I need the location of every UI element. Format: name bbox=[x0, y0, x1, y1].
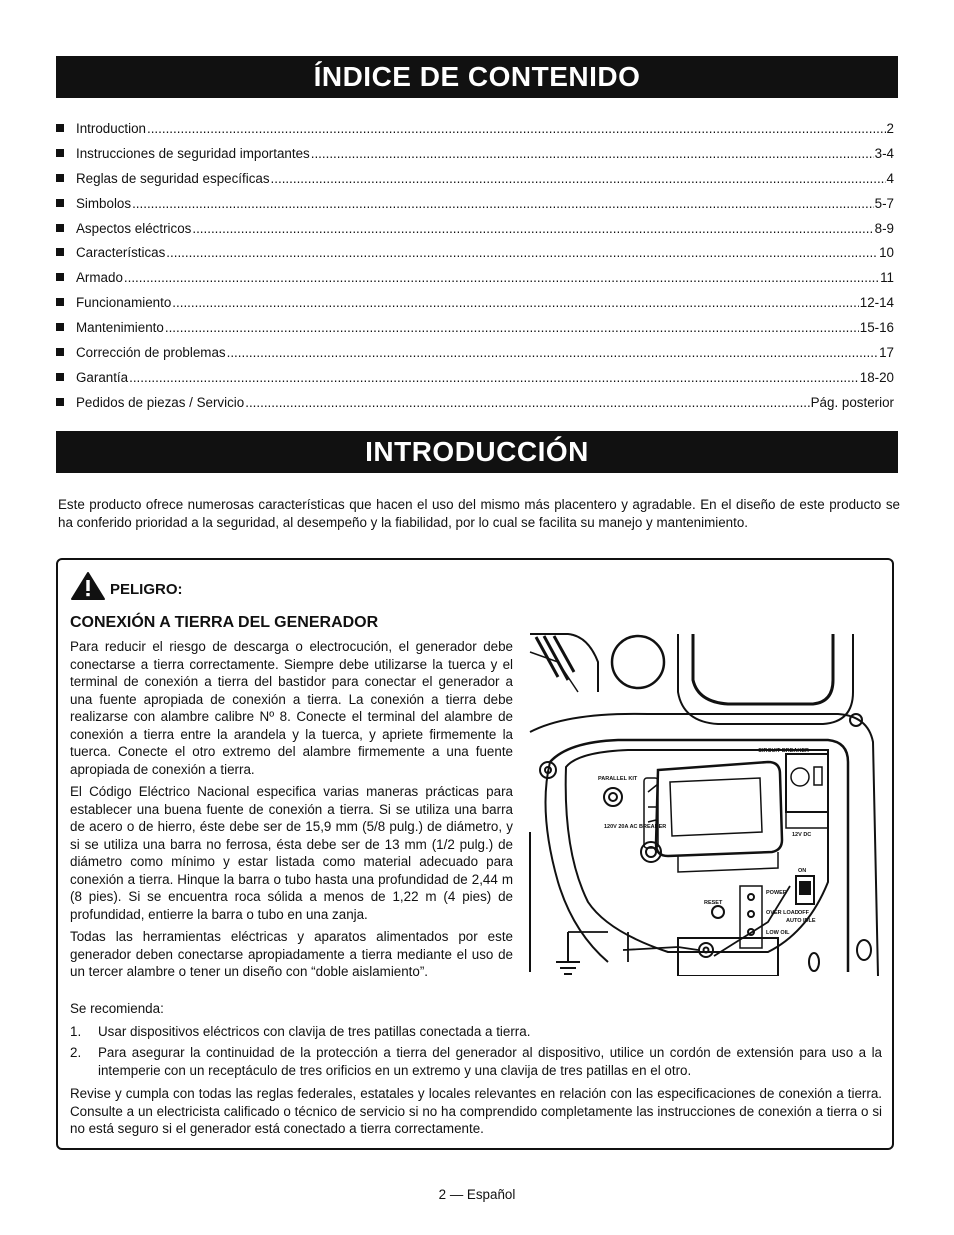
square-bullet-icon bbox=[56, 224, 64, 232]
auto-idle-label: AUTO IDLE bbox=[786, 918, 816, 924]
warning-triangle-icon bbox=[70, 571, 106, 601]
toc-item[interactable]: Aspectos eléctricos ..... 8-9 bbox=[56, 221, 894, 246]
paragraph: Para reducir el riesgo de descarga o electrocución, el generador debe conectarse a tierra correctamente. Siempre debe utilizarse la tuerca y el terminal de conexión a tierra del bastidor para conectar el generador a una fuente apropiada de conexión a tierra. La conexión a tierra debe realizarse con alambre calibre Nº 8. Conecte el terminal del alambre de conexión a tierra entre la arandela y la tuerca, y apriete firmemente la tuerca. Conecte el otro extremo del alambre firmemente a una fuente apropiada de conexión a tierra. bbox=[70, 639, 513, 777]
dc-label: 12V DC bbox=[792, 832, 812, 838]
section-title: CONEXIÓN A TIERRA DEL GENERADOR bbox=[70, 614, 379, 631]
final-paragraph: Revise y cumpla con todas las reglas federales, estatales y locales relevantes en relación con las especificaciones de conexión a tierra. Consulte a un electricista calificado o técnico de servicio si no ha comprendido completamente las instrucciones de conexión a tierra o si no está seguro si el generador está conectado a tierra correctamente. bbox=[70, 1086, 882, 1136]
paragraph: El Código Eléctrico Nacional especifica varias maneras prácticas para establecer una buena fuente de conexión a tierra. Si se utiliza una barra de acero o de hierro, éste debe ser de 15,9 mm (5/8 pulg.) de diámetro, y si se utiliza una barra no ferrosa, ésta debe ser de 13 mm (1/2 pulg.) de diámetro como mínimo y estar listada como material adecuado para conexión a tierra. Hinque la barra o tubo hasta una profundidad de 2,44 m (8 pies). Si se encuentra roca sólida a menos de 1,22 m (4 pies) de profundidad, entierre la barra o tubo en una zanja. bbox=[70, 784, 513, 922]
square-bullet-icon bbox=[56, 298, 64, 306]
off-label: OFF bbox=[798, 910, 809, 916]
low-oil-label: LOW OIL bbox=[766, 930, 790, 936]
square-bullet-icon bbox=[56, 248, 64, 256]
danger-label: PELIGRO: bbox=[110, 580, 183, 598]
circuit-breaker-label: CIRCUIT BREAKER bbox=[758, 748, 810, 754]
square-bullet-icon bbox=[56, 398, 64, 406]
power-label: POWER bbox=[766, 890, 787, 896]
toc-item[interactable]: Instrucciones de seguridad importantes ..... 3-4 bbox=[56, 146, 894, 171]
toc-item[interactable]: Armado ..... 11 bbox=[56, 270, 894, 295]
square-bullet-icon bbox=[56, 174, 64, 182]
page-footer: 2 — Español bbox=[438, 1187, 516, 1202]
square-bullet-icon bbox=[56, 124, 64, 132]
square-bullet-icon bbox=[56, 273, 64, 281]
overload-label: OVER LOAD bbox=[766, 910, 799, 916]
toc-title: ÍNDICE DE CONTENIDO bbox=[56, 56, 898, 98]
toc-item[interactable]: Mantenimiento ..... 15-16 bbox=[56, 320, 894, 345]
toc-item[interactable]: Garantía ..... 18-20 bbox=[56, 370, 894, 395]
toc-item[interactable]: Reglas de seguridad específicas ..... 4 bbox=[56, 171, 894, 196]
list-item: 1. Usar dispositivos eléctricos con clavija de tres patillas conectada a tierra. bbox=[70, 1023, 531, 1039]
paragraph: Todas las herramientas eléctricas y aparatos alimentados por este generador deben conectarse apropiadamente a tierra mediante el uso de un tercer alambre o tener un diseño con “doble aislamiento”. bbox=[70, 929, 513, 979]
on-label: ON bbox=[798, 868, 807, 874]
square-bullet-icon bbox=[56, 348, 64, 356]
recommend-list bbox=[70, 1023, 882, 1080]
list-item: 2. Para asegurar la continuidad de la protección a tierra del generador al dispositivo, utilice un cordón de extensión para uso a la intemperie con un receptáculo de tres orificios en un extremo y una clavija de tres patillas en el otro. bbox=[70, 1045, 882, 1078]
danger-header bbox=[70, 571, 183, 601]
reset-label: RESET bbox=[704, 900, 723, 906]
square-bullet-icon bbox=[56, 323, 64, 331]
square-bullet-icon bbox=[56, 373, 64, 381]
toc-item[interactable]: Características ..... 10 bbox=[56, 245, 894, 270]
toc-item[interactable]: Funcionamiento ..... 12-14 bbox=[56, 295, 894, 320]
intro-paragraph: Este producto ofrece numerosas características que hacen el uso del mismo más placentero y agradable. En el diseño de este producto se ha conferido prioridad a la seguridad, al desempeño y la fiabilidad, por lo cual se facilita su manejo y mantenimiento. bbox=[58, 497, 900, 530]
breaker-label: 120V 20A AC BREAKER bbox=[604, 824, 667, 830]
toc-item[interactable]: Corrección de problemas ..... 17 bbox=[56, 345, 894, 370]
recommendations bbox=[70, 1000, 882, 1143]
grounding-text bbox=[70, 638, 513, 986]
parallel-kit-label: PARALLEL KIT bbox=[598, 776, 638, 782]
toc-item[interactable]: Pedidos de piezas / Servicio ..... Pág. posterior bbox=[56, 395, 894, 420]
intro-title: INTRODUCCIÓN bbox=[56, 431, 898, 473]
square-bullet-icon bbox=[56, 199, 64, 207]
table-of-contents bbox=[56, 121, 894, 420]
toc-item[interactable]: Introduction ..... 2 bbox=[56, 121, 894, 146]
toc-item[interactable]: Simbolos ..... 5-7 bbox=[56, 196, 894, 221]
recommend-label: Se recomienda: bbox=[70, 1001, 164, 1016]
square-bullet-icon bbox=[56, 149, 64, 157]
generator-panel-illustration bbox=[528, 632, 880, 976]
danger-box bbox=[56, 558, 894, 1150]
